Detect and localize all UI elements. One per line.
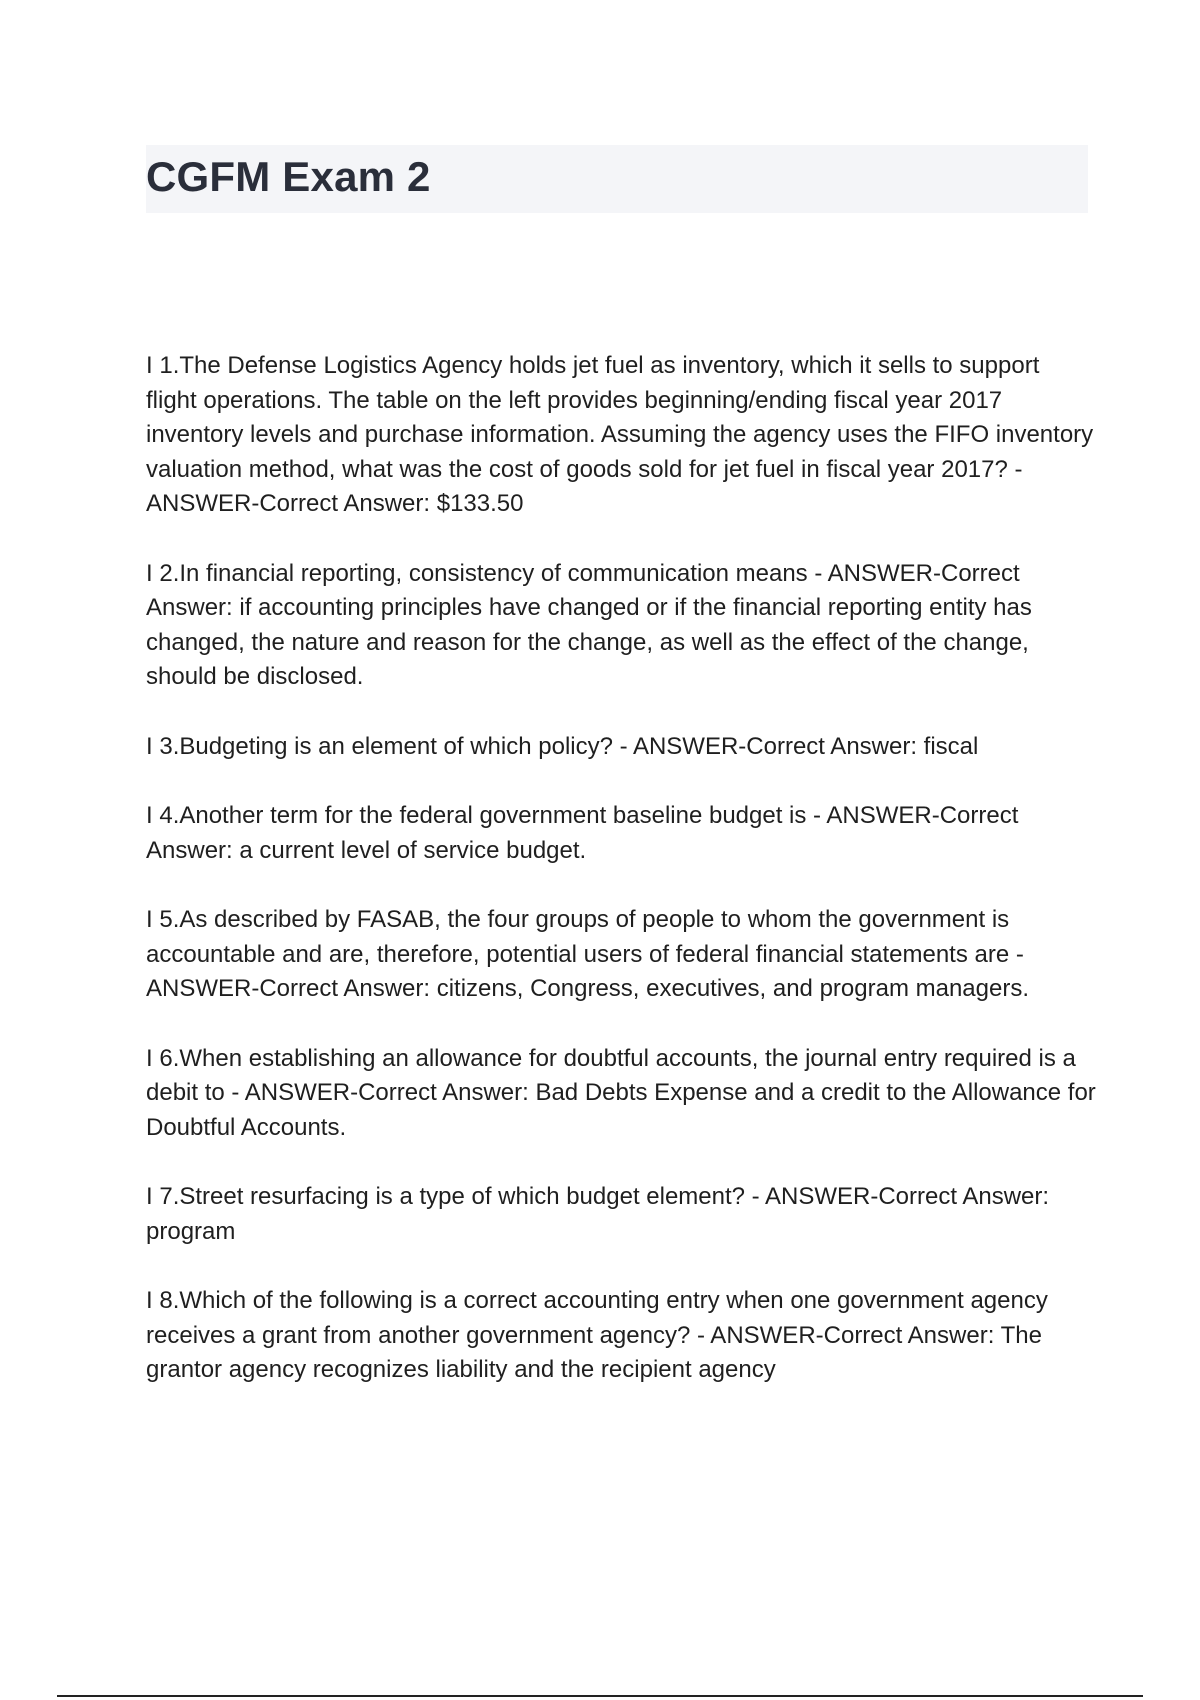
question-marker: I — [146, 1044, 153, 1072]
question-item-3 — [146, 730, 1096, 765]
question-text: 4.Another term for the federal government baseline budget is - ANSWER-Correct Answer: a current level of service budget. — [146, 802, 1019, 864]
question-item-4 — [146, 799, 1096, 868]
question-item-2 — [146, 557, 1096, 695]
question-text: 6.When establishing an allowance for doubtful accounts, the journal entry required is a debit to - ANSWER-Correct Answer: Bad Debts Expense and a credit to the Allowance for Doubtful Accounts. — [146, 1044, 1096, 1141]
question-marker: I — [146, 906, 153, 933]
question-item-8 — [146, 1284, 1096, 1388]
question-item-1 — [146, 349, 1096, 522]
question-marker: I — [146, 1183, 153, 1210]
question-list — [146, 349, 1096, 1423]
question-text: 5.As described by FASAB, the four groups of people to whom the government is accountable and are, therefore, potential users of federal financial statements are - ANSWER-Correct Answer: citizens, Congress, executives, and program managers. — [146, 906, 1029, 1002]
question-marker: I — [146, 1287, 153, 1314]
question-text: 1.The Defense Logistics Agency holds jet fuel as inventory, which it sells to support flight operations. The table on the left provides beginning/ending fiscal year 2017 inventory levels and purchase information. Assuming the agency uses the FIFO inventory valuation method, what was the cost of goods sold for jet fuel in fiscal year 2017? - ANSWER-Correct Answer: $133.50 — [146, 352, 1094, 517]
question-item-5 — [146, 903, 1096, 1007]
document-title: CGFM Exam 2 — [146, 153, 431, 200]
question-marker: I — [146, 802, 153, 829]
question-text: 3.Budgeting is an element of which policy? - ANSWER-Correct Answer: fiscal — [152, 732, 979, 760]
question-marker: I — [146, 559, 153, 587]
question-text: 2.In financial reporting, consistency of communication means - ANSWER-Correct Answer: if accounting principles have changed or if the financial reporting entity has changed, the nature and reason for the change, as well as the effect of the change, should be disclosed. — [146, 559, 1032, 690]
title-band — [146, 145, 1088, 213]
question-marker: I — [146, 732, 153, 760]
question-item-6 — [146, 1042, 1096, 1146]
page-bottom-rule — [57, 1695, 1143, 1697]
question-item-7 — [146, 1180, 1096, 1249]
question-text: 8.Which of the following is a correct accounting entry when one government agency receives a grant from another government agency? - ANSWER-Correct Answer: The grantor agency recognizes liability and the recipient agency — [146, 1287, 1048, 1383]
question-text: 7.Street resurfacing is a type of which budget element? - ANSWER-Correct Answer: program — [146, 1183, 1050, 1245]
question-marker: I — [146, 352, 153, 379]
